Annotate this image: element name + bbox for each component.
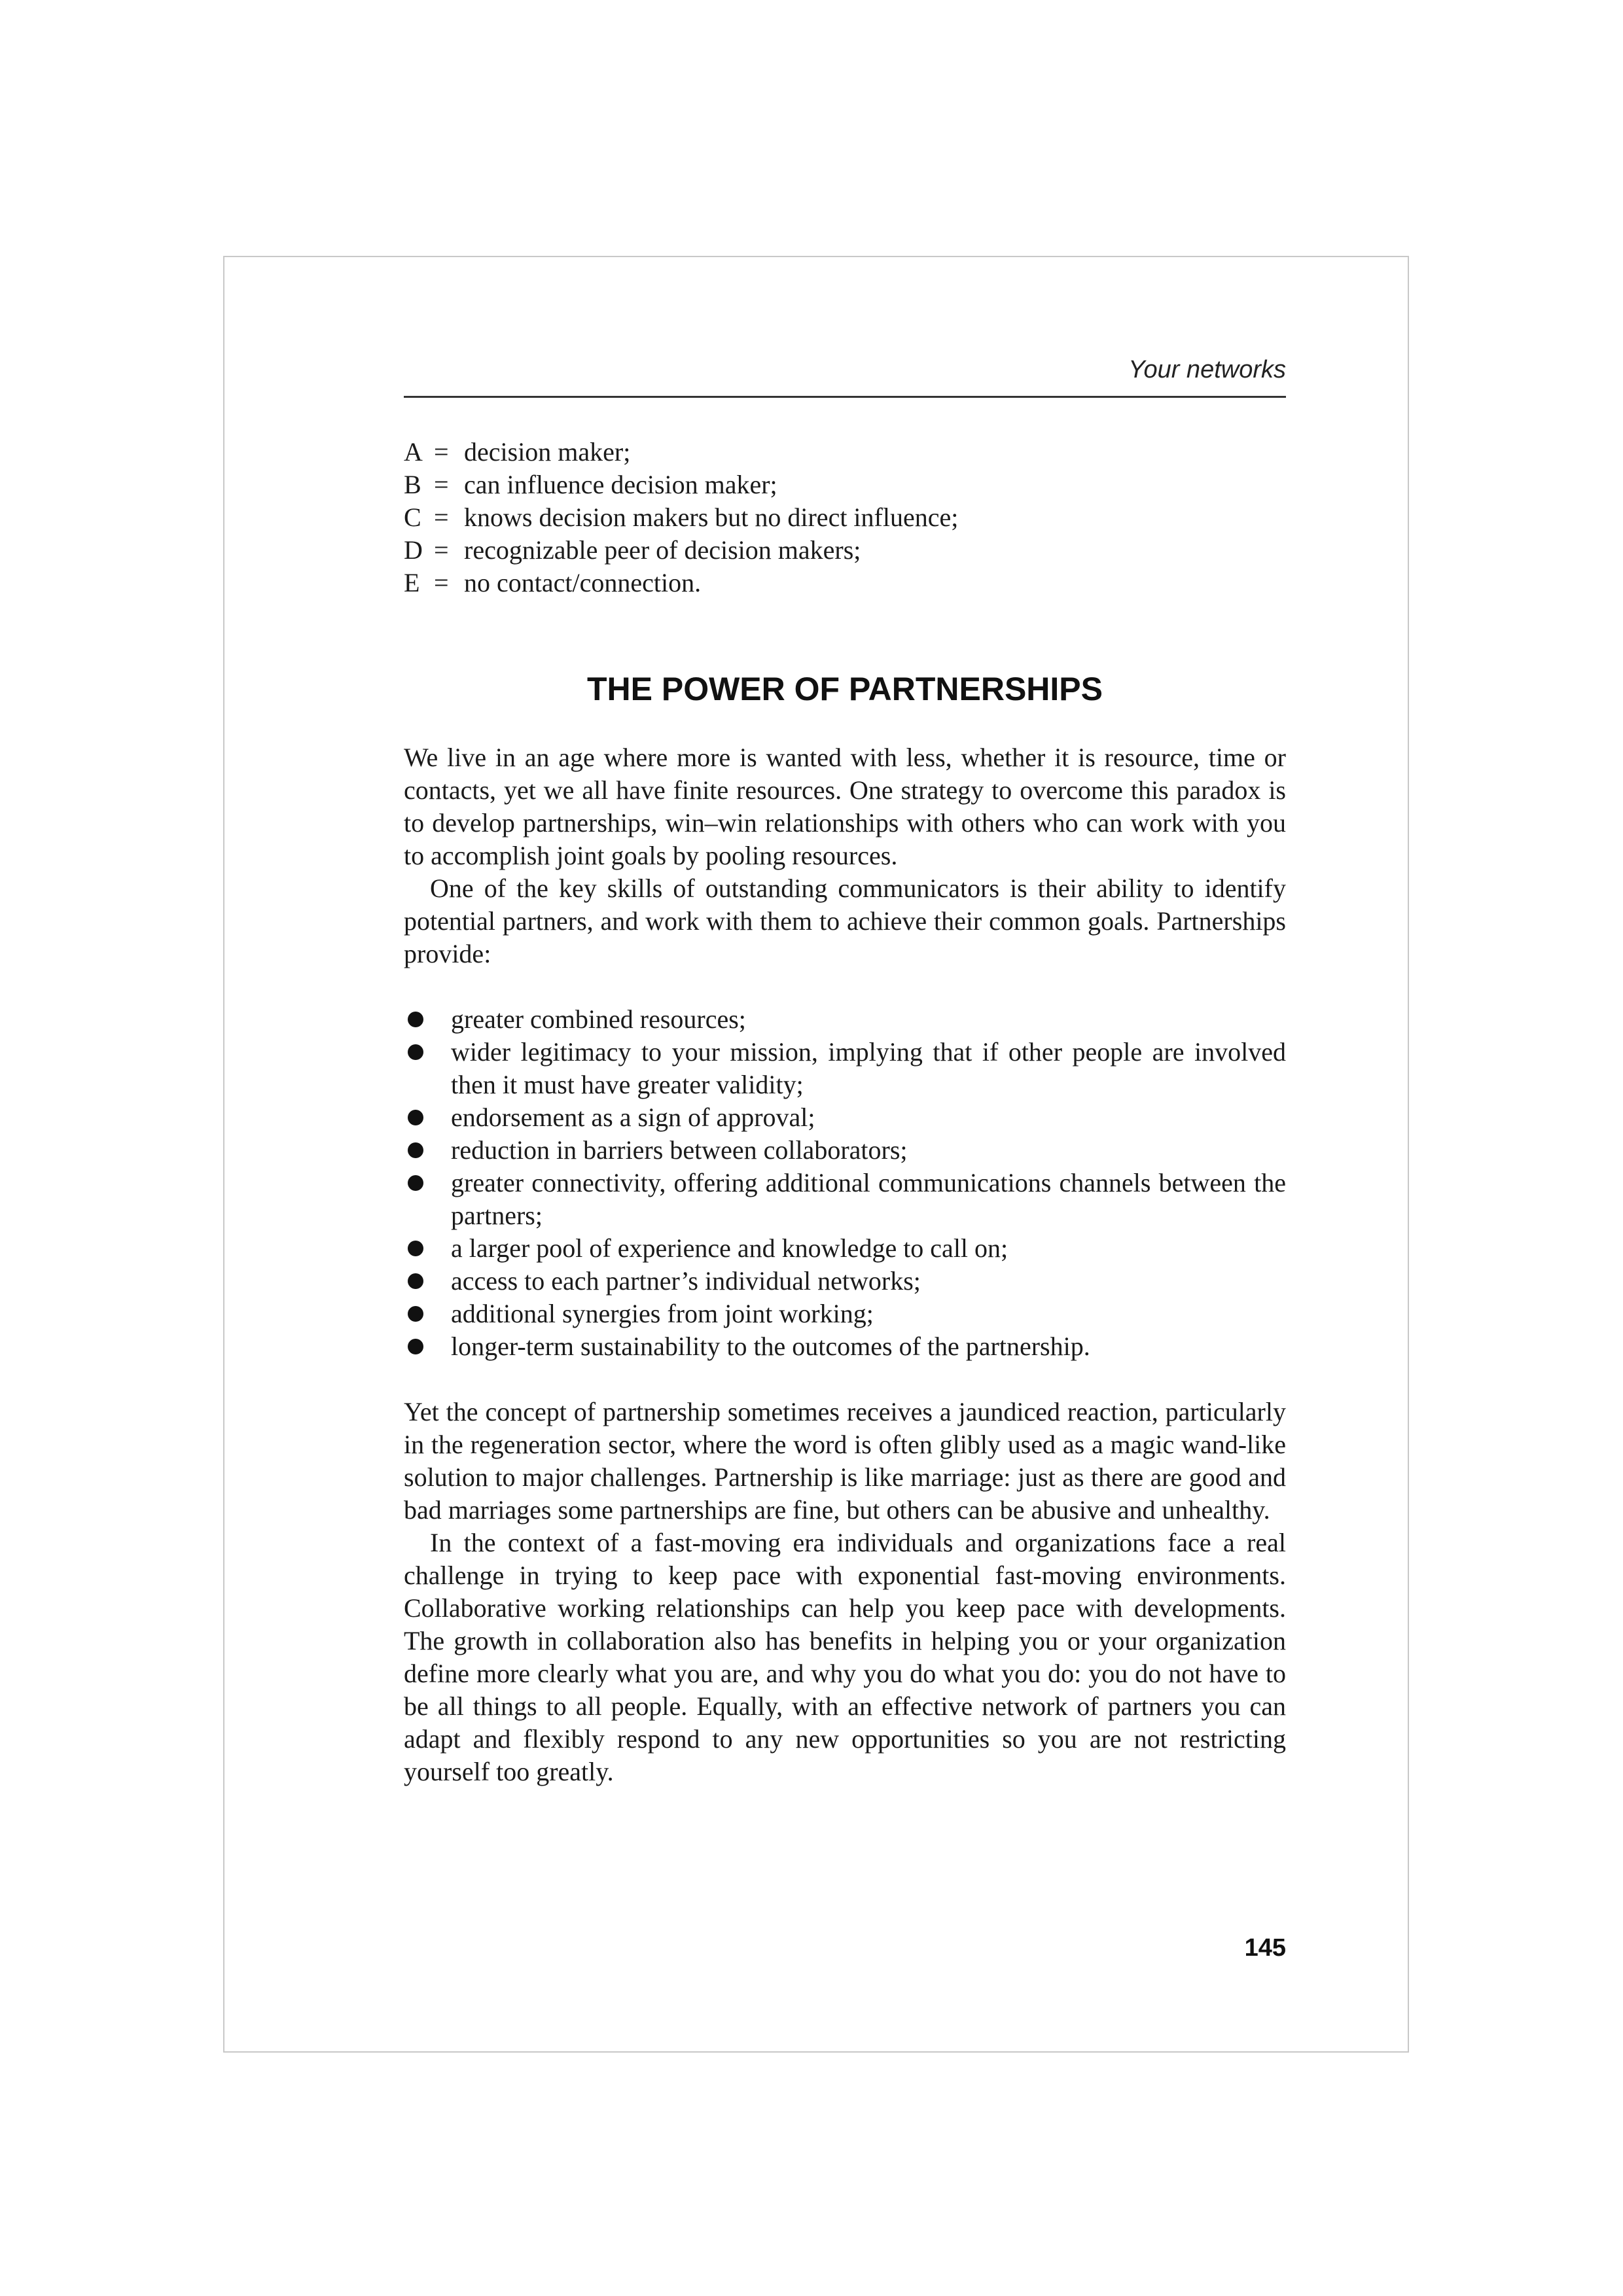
body-paragraph: We live in an age where more is wanted with less, whether it is resource, time or contacts, yet we all have finite resources. One strategy to overcome this paradox is to develop partnerships, win–win relationships with others who can work with you to accomplish joint goals by pooling resources. (404, 743, 1286, 870)
legend-item (404, 567, 1286, 599)
legend-letter: D (404, 535, 423, 565)
bullet-icon (408, 1273, 423, 1289)
legend-item (404, 501, 1286, 534)
header-rule (404, 396, 1286, 398)
running-head: Your networks (1128, 356, 1286, 383)
legend-item (404, 436, 1286, 468)
list-item (404, 1330, 1286, 1363)
legend-letter: A (404, 437, 423, 467)
list-item (404, 1036, 1286, 1101)
bullet-icon (408, 1110, 423, 1125)
bullet-icon (408, 1142, 423, 1158)
list-item-text: longer-term sustainability to the outcomes of the partnership. (451, 1332, 1090, 1361)
legend-equals: = (434, 470, 449, 499)
list-item (404, 1232, 1286, 1265)
list-item-text: wider legitimacy to your mission, implying that if other people are involved then it must have greater validity; (451, 1037, 1286, 1099)
list-item (404, 1134, 1286, 1167)
bullet-icon (408, 1012, 423, 1027)
legend-letter: E (404, 568, 420, 597)
legend-text: can influence decision maker; (464, 470, 777, 499)
legend-equals: = (434, 568, 449, 597)
legend-list (404, 436, 1286, 599)
bullet-icon (408, 1044, 423, 1060)
body-paragraph: Yet the concept of partnership sometimes receives a jaundiced reaction, particularly in the regeneration sector, where the word is often glibly used as a magic wand-like solution to major challenges. Partnership is like marriage: just as there are good and bad marriages some partnerships are fine, but others can be abusive and unhealthy. (404, 1397, 1286, 1525)
list-item (404, 1101, 1286, 1134)
list-item (404, 1167, 1286, 1232)
legend-letter: C (404, 503, 421, 532)
list-item-text: additional synergies from joint working; (451, 1299, 874, 1328)
list-item-text: reduction in barriers between collaborators; (451, 1135, 908, 1165)
legend-item (404, 534, 1286, 567)
list-item-text: a larger pool of experience and knowledge to call on; (451, 1233, 1008, 1263)
intro-text-block (404, 741, 1286, 970)
list-item-text: greater combined resources; (451, 1004, 746, 1034)
body-paragraph: In the context of a fast-moving era individuals and organizations face a real challenge in trying to keep pace with exponential fast-moving environments. Collaborative working relationships can help you keep pace with developments. The growth in collaboration also has benefits in helping you or your organization define more clearly what you are, and why you do what you do: you do not have to be all things to all people. Equally, with an effective network of partners you can adapt and flexibly respond to any new opportunities so you are not restricting yourself too greatly. (404, 1528, 1286, 1786)
list-item (404, 1003, 1286, 1036)
list-item (404, 1298, 1286, 1330)
section-heading: THE POWER OF PARTNERSHIPS (586, 671, 1103, 707)
legend-text: recognizable peer of decision makers; (464, 535, 861, 565)
body-paragraph: One of the key skills of outstanding communicators is their ability to identify potential partners, and work with them to achieve their common goals. Partnerships provide: (404, 874, 1286, 968)
list-item (404, 1265, 1286, 1298)
bullet-icon (408, 1175, 423, 1191)
legend-item (404, 468, 1286, 501)
bullet-icon (408, 1339, 423, 1354)
list-item-text: endorsement as a sign of approval; (451, 1103, 815, 1132)
legend-equals: = (434, 535, 449, 565)
legend-text: decision maker; (464, 437, 631, 467)
legend-equals: = (434, 437, 449, 467)
legend-letter: B (404, 470, 421, 499)
benefits-list (404, 1003, 1286, 1363)
closing-text-block (404, 1396, 1286, 1788)
bullet-icon (408, 1306, 423, 1322)
list-item-text: access to each partner’s individual networks; (451, 1266, 921, 1296)
legend-text: knows decision makers but no direct influence; (464, 503, 959, 532)
legend-text: no contact/connection. (464, 568, 702, 597)
bullet-icon (408, 1241, 423, 1256)
list-item-text: greater connectivity, offering additional communications channels between the partners; (451, 1168, 1286, 1230)
legend-equals: = (434, 503, 449, 532)
page-number: 145 (1244, 1934, 1286, 1962)
